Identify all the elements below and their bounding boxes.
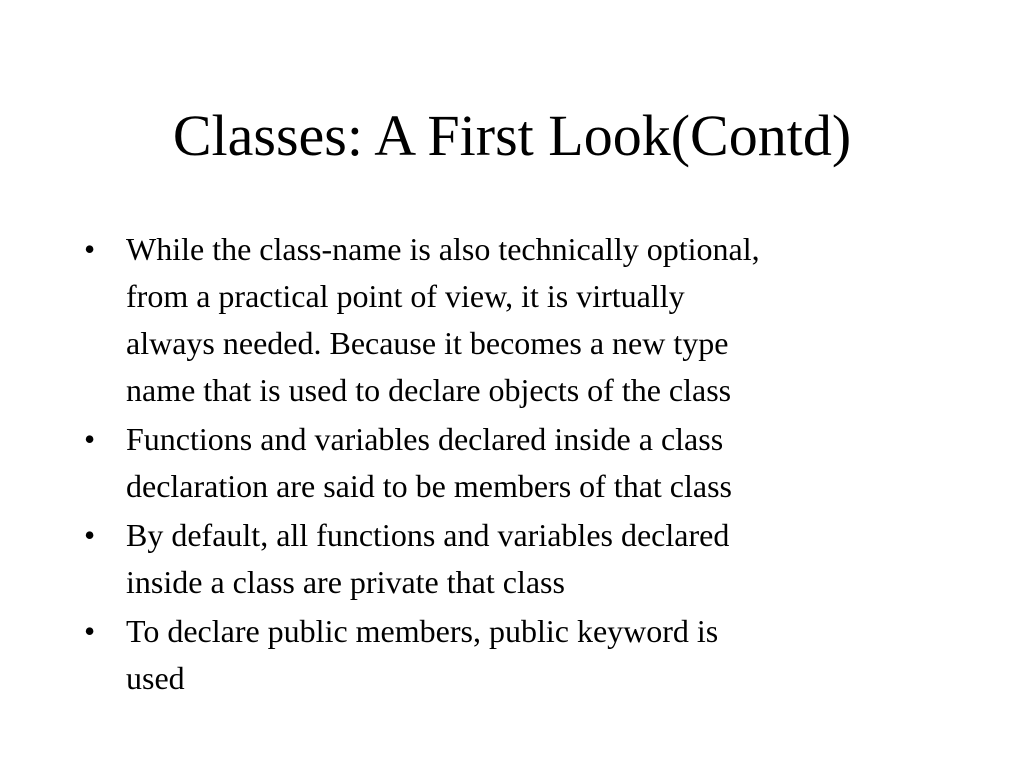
bullet-item [84, 512, 944, 606]
bullet-text-line: used [126, 660, 185, 696]
bullet-text-line: from a practical point of view, it is virtually [126, 278, 685, 314]
bullet-item [84, 608, 944, 702]
bullet-text-line: Functions and variables declared inside a class [126, 421, 724, 457]
bullet-marker-icon: • [84, 231, 96, 267]
bullet-text-line: declaration are said to be members of that class [126, 468, 732, 504]
bullet-item [84, 226, 944, 414]
bullet-text-line: inside a class are private that class [126, 564, 565, 600]
bullet-text-line: name that is used to declare objects of the class [126, 372, 732, 408]
bullet-marker-icon: • [84, 613, 96, 649]
bullet-text-line: To declare public members, public keyword is [126, 613, 719, 649]
bullet-text-line: always needed. Because it becomes a new type [126, 325, 729, 361]
bullet-list [84, 226, 944, 704]
bullet-text-line: While the class-name is also technically optional, [126, 231, 760, 267]
bullet-marker-icon: • [84, 421, 96, 457]
bullet-text-line: By default, all functions and variables declared [126, 517, 730, 553]
bullet-item [84, 416, 944, 510]
bullet-marker-icon: • [84, 517, 96, 553]
slide-title: Classes: A First Look(Contd) [172, 103, 852, 168]
